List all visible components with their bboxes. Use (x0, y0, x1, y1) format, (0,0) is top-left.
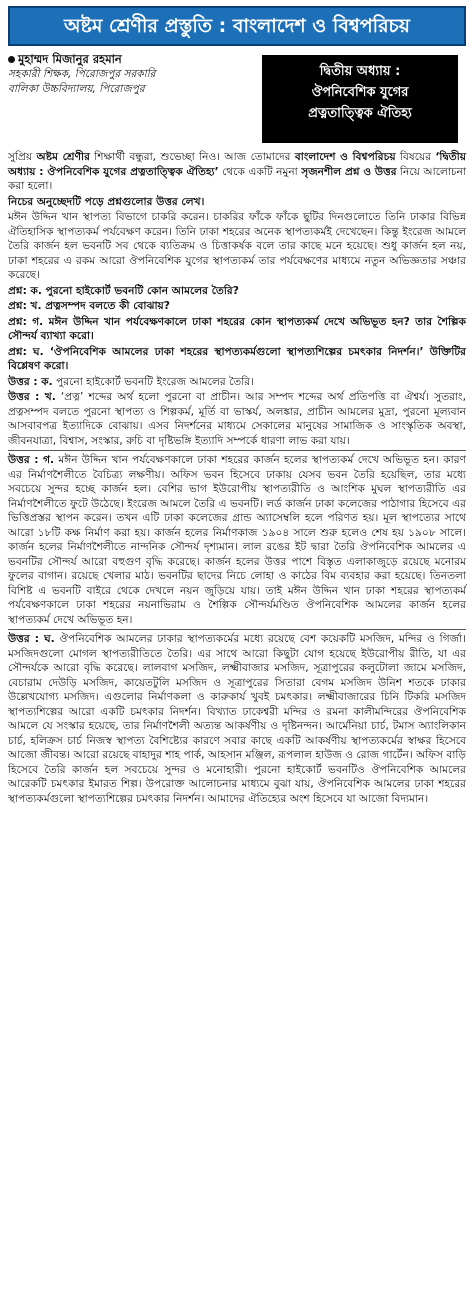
question-gha: প্রশ্ন: ঘ. ‘ঔপনিবেশিক আমলের ঢাকা শহরের স্থাপত্যকর্মগুলো স্থাপত্যশিল্পের চমৎকার নিদর্শন।’ উক্তিটির বিশ্লেষণ করো। (8, 345, 466, 372)
answer-ka: উত্তর : ক. পুরনো হাইকোর্ট ভবনটি ইংরেজ আমলের তৈরি। (8, 375, 254, 388)
divider (8, 629, 466, 630)
banner-title: অষ্টম শ্রেণীর প্রস্তুতি : বাংলাদেশ ও বিশ্বপরিচয় (64, 15, 410, 37)
passage: মঈন উদ্দিন খান স্থাপত্য বিভাগে চাকরি করেন। চাকরির ফাঁকে ফাঁকে ছুটির দিনগুলোতে তিনি ঢাকার বিভিন্ন ঐতিহাসিক স্থাপত্যকর্ম পর্যবেক্ষণ করেন। তিনি ঢাকা শহরের অনেক স্থাপত্যকর্মই দেখেছেন। কিন্তু ইংরেজ আমলে তৈরি কার্জন হল ভবনটি সব থেকে ব্যতিক্রম ও চিত্তাকর্ষক বলে তার কাছে মনে হয়েছে। শুধু কার্জন হল নয়, ঢাকা শহরের এ রকম আরো ঔপনিবেশিক যুগের স্থাপত্যকর্ম তার পর্যবেক্ষণের মাধ্যমে নতুন অভিজ্ঞতার সঞ্চার করেছে। (8, 211, 466, 281)
instruction: নিচের অনুচ্ছেদটি পড়ে প্রশ্নগুলোর উত্তর লেখ। (8, 195, 205, 208)
affiliation-line-1: সহকারী শিক্ষক, পিরোজপুর সরকারি (8, 68, 156, 80)
divider (8, 450, 466, 451)
answer-ga: উত্তর : গ. মঈন উদ্দিন খান পর্যবেক্ষণকালে ঢাকা শহরের কার্জন হলের স্থাপত্যকর্ম দেখে অভিভূত হন। কারণ এর নির্মাণশৈলীতে বৈচিত্র্য লক্ষণীয়। অফিস ভবন হিসেবে ঢাকায় যেসব ভবন তৈরি হয়েছিল, তার মধ্যে সবচেয়ে সুন্দর হচ্ছে কার্জন হল। বেশির ভাগ ইউরোপীয় স্থাপত্যরীতি ও আংশিক মুঘল স্থাপত্যরীতি এর নির্মাণশৈলীতে ফুটে উঠেছে। ইংরেজ আমলে তৈরি এ ভবনটি। লর্ড কার্জন ঢাকা কলেজের পাঠাগার হিসেবে এর ভিত্তিপ্রস্তর স্থাপন করেন। তখন এটি ঢাকা কলেজের গ্রান্ড অ্যাসেম্বলি হলে পরিণত হয়। মূল স্থাপত্যের সাথে আরো ১৮টি কক্ষ নির্মাণ করা হয়। কার্জন হলের নির্মাণকাজ ১৯০৪ সালে শুরু হলেও শেষ হয় ১৯০৮ সালে। কার্জন হলের নির্মাণশৈলীতে নান্দনিক সৌন্দর্য দৃশ্যমান। লাল রঙের ইট দ্বারা তৈরি ঔপনিবেশিক আমলের এ ভবনটির সৌন্দর্য আরো বহুগুণ বৃদ্ধি করেছে। কার্জন হলের উত্তর পাশে বিস্তৃত এলাকাজুড়ে রয়েছে মনোরম ফুলের বাগান। রয়েছে খেলার মাঠ। ভবনটির ছাদের নিচে লোহা ও কাঠের বিম ব্যবহার করা হয়েছে। তিনতলা বিশিষ্ট এ ভবনটি বাইরে থেকে দেখলে নয়ন জুড়িয়ে যায়। তাই মঈন উদ্দিন খান ঢাকা শহরের স্থাপত্যকর্ম পর্যবেক্ষণকালে ঢাকা শহরের নয়নাভিরাম ও শৈল্পিক সৌন্দর্যমণ্ডিত ঔপনিবেশিক আমলের কার্জন হলের স্থাপত্যকর্ম দেখে অভিভূত হন। (8, 454, 466, 626)
bullet-icon (8, 56, 15, 63)
chapter-box (262, 55, 458, 143)
article-body (8, 150, 466, 807)
page-banner (8, 6, 466, 46)
intro-paragraph: সুপ্রিয় অষ্টম শ্রেণীর শিক্ষার্থী বন্ধুরা, শুভেচ্ছা নিও। আজ তোমাদের বাংলাদেশ ও বিশ্বপরিচয় বিষয়ের ‘দ্বিতীয় অধ্যায় : ঔপনিবেশিক যুগের প্রত্নতাত্ত্বিক ঐতিহ্য’ থেকে একটি নমুনা সৃজনশীল প্রশ্ন ও উত্তর নিয়ে আলোচনা করা হলো। (8, 151, 467, 192)
chapter-line-1: দ্বিতীয় অধ্যায় : (319, 64, 401, 79)
author-name: মুহাম্মদ মিজানুর রহমান (18, 52, 122, 66)
author-line (8, 52, 258, 67)
question-ka: প্রশ্ন: ক. পুরনো হাইকোর্ট ভবনটি কোন আমলের তৈরি? (8, 284, 239, 297)
chapter-line-2: ঔপনিবেশিক যুগের (311, 85, 409, 100)
question-kha: প্রশ্ন: খ. প্রত্নসম্পদ বলতে কী বোঝায়? (8, 300, 170, 312)
answer-kha: উত্তর : খ. ‘প্রত্ন’ শব্দের অর্থ হলো পুরনো বা প্রাচীন। আর সম্পদ শব্দের অর্থ প্রতিপত্তি বা ঐশ্বর্য। সুতরাং, প্রত্নসম্পদ বলতে পুরনো স্থাপত্য ও শিল্পকর্ম, মূর্তি বা ভাস্কর্য, অলঙ্কার, প্রাচীন আমলের মুদ্রা, পুরনো মূল্যবান আসবাবপত্র ইত্যাদিকে বোঝায়। এসব নিদর্শনের মাধ্যমে সেকালের মানুষের সামাজিক ও সাংস্কৃতিক অবস্থা, জীবনযাত্রা, বিশ্বাস, সংস্কার, রুচি বা দৃষ্টিভঙ্গি ইত্যাদি সম্পর্কে ধারণা লাভ করা যায়। (8, 391, 466, 447)
byline (8, 52, 258, 97)
answer-gha: উত্তর : ঘ. ঔপনিবেশিক আমলের ঢাকার স্থাপত্যকর্মের মধ্যে রয়েছে বেশ কয়েকটি মসজিদ, মন্দির ও গির্জা। মসজিদগুলো মোগল স্থাপত্যরীতিতে তৈরি। এর সাথে আরো কিছুটা যোগ হয়েছে ইউরোপীয় রীতি, যা এর সৌন্দর্যকে আরো বৃদ্ধি করেছে। লালবাগ মসজিদ, লক্ষ্মীবাজার মসজিদ, সূত্রাপুরের কলুটোলা জামে মসজিদ, বেচারাম দেউড়ি মসজিদ, কায়েতটুলি মসজিদ ও সূত্রাপুরের সিতারা বেগম মসজিদ উনিশ শতকে ঢাকার উল্লেখযোগ্য মসজিদ। এগুলোর নির্মাণকলা ও কারুকার্য খুবই চমৎকার। লক্ষ্মীবাজারের চিনি টিকরি মসজিদ স্থাপত্যশিল্পের আরো একটি চমৎকার নিদর্শন। বিখ্যাত ঢাকেশ্বরী মন্দির ও রমনা কালীমন্দিরের ঔপনিবেশিক আমলে যে সংস্কার হয়েছে, তার নির্মাণশৈলী অত্যন্ত আকর্ষণীয় ও দৃষ্টিনন্দন। আর্মেনিয়া চার্চ, টমাস অ্যাংলিকান চার্চ, হলিক্রস চার্চ নিজস্ব স্থাপত্য বৈশিষ্ট্যের কারণে সবার কাছে একটি আকর্ষণীয় স্থাপত্যকর্মের স্বাক্ষর হিসেবে আজো জীবন্ত। আরো রয়েছে বাহাদুর শাহ পার্ক, আহসান মঞ্জিল, রূপলাল হাউজ ও রোজ গার্টেন। অফিস বাড়ি হিসেবে তৈরি কার্জন হল সবচেয়ে সুন্দর ও মনোহারী। পুরনো হাইকোর্ট ভবনটিও ঔপনিবেশিক আমলের আরেকটি চমৎকার ইমারত শিল্প। উপরোক্ত আলোচনার মাধ্যমে বুঝা যায়, ঔপনিবেশিক আমলের ঢাকা শহরের স্থাপত্যকর্মগুলো স্থাপত্যশিল্পের চমৎকার নিদর্শন। আমাদের ঐতিহ্যের অংশ হিসেবে যা আজো বিদ্যমান। (8, 633, 466, 805)
chapter-line-3: প্রত্নতাত্ত্বিক ঐতিহ্য (308, 106, 412, 121)
question-ga: প্রশ্ন: গ. মঈন উদ্দিন খান পর্যবেক্ষণকালে ঢাকা শহরের কোন স্থাপত্যকর্ম দেখে অভিভূত হন? তার শৈল্পিক সৌন্দর্য ব্যাখ্যা করো। (8, 315, 466, 342)
affiliation-line-2: বালিকা উচ্চবিদ্যালয়, পিরোজপুর (8, 83, 145, 95)
